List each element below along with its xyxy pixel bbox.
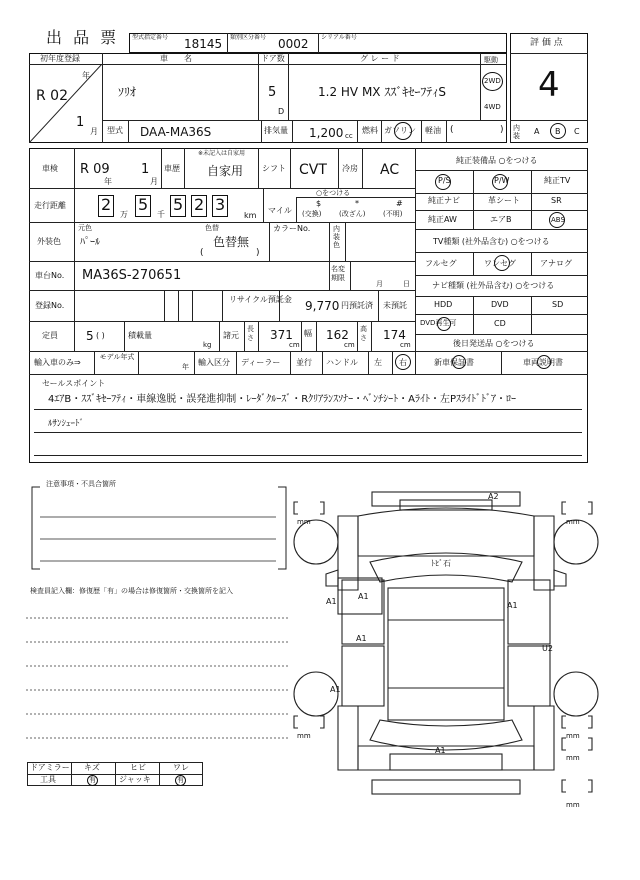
equip-aw: 純正AW [428,215,457,224]
opt2-symbol: * [355,199,359,208]
name-change-month: 月 [376,280,383,288]
equip-ps: P/S [438,176,451,185]
equip-navi: 純正ナビ [428,196,460,205]
sales-line-1: 4ｴｱB・ｽｽﾞｷｾｰﾌﾃｨ・車線逸脱・誤発進抑制・ﾚｰﾀﾞｸﾙｰｽﾞ・Rｸﾘｱﾗﾝｽｿﾅｰ・ﾍﾞﾝﾁｼｰﾄ・Aﾗｲﾄ・左Pｽﾗｲﾄﾞﾄﾞｱ・ﾛｰ [48,394,517,405]
recycle-unpaid: 未預託 [383,301,407,310]
class-number: 0002 [278,37,309,51]
mileage-digit-2: 5 [138,195,149,214]
import-dealer: ディーラー [241,358,281,367]
mm-front-right: mm [566,518,580,526]
paint-value: 色替無 [213,235,250,249]
handle-label: ハンドル [326,358,358,367]
name-change-day: 日 [403,280,410,288]
chassis-label: 車台No. [35,271,65,280]
year-reg-label: 初年度登録 [40,54,80,63]
mileage-unit-man: 万 [120,210,128,219]
tv-one: ワンセグ [484,259,516,268]
defects-bracket [28,480,290,573]
color-label: 外装色 [37,237,61,246]
height-label: 高さ [360,325,367,342]
equip-leather: 革シート [488,196,520,205]
length-value: 371 [270,328,293,342]
legend-jack-have: 有 [177,776,184,784]
model-value: DAA-MA36S [140,125,212,139]
mileage-unit-sen: 千 [157,210,165,219]
legend-break: ワレ [173,763,189,772]
mile-label: マイル [268,206,292,215]
door-suffix: D [278,107,285,116]
mark-left-rear-door: A1 [356,634,367,643]
mm-rear-left: mm [297,732,311,740]
paint-paren-open: ( [200,248,204,258]
legend-scratch: キズ [84,763,100,772]
form-number-label: 型式指定番号 [132,34,169,41]
registration-label: 登録No. [35,301,65,310]
handle-right-circle [395,354,411,370]
capacity-paren: ( ) [96,331,105,340]
history-value: 自家用 [207,164,244,178]
mark-left-front-door: A1 [358,592,369,601]
shift-label: シフト [262,164,286,173]
year-reg-month: 1 [76,115,85,130]
later-manual-circle [537,355,551,369]
mm-front-left: mm [297,518,311,526]
fuel-value: ガソリン [384,126,416,135]
navi-dvd-play-circle [437,317,451,331]
handle-right: 右 [399,358,407,367]
rating-value: 4 [538,65,560,105]
inspection-label: 車検 [42,164,58,173]
opt1-label: (交換) [302,210,322,218]
equip-pw: P/W [494,176,510,185]
equip-abs: ABS [551,216,565,224]
displacement-label: 排気量 [264,126,288,135]
doors-value: 5 [268,85,277,100]
orig-color-value: ﾊﾟｰﾙ [80,237,100,248]
length-cm: cm [289,341,300,349]
mark-windshield: ﾄﾋﾞ石 [431,559,451,568]
equip-sr: SR [551,196,562,205]
interior-b: B [555,127,561,136]
later-warranty: 新車保証書 [434,358,474,367]
model-year-label: モデル年式 [99,353,135,361]
mileage-circle-note: ○をつける [316,189,351,197]
equip-airbag: エアB [490,215,512,224]
mileage-digit-1: 2 [101,195,112,214]
equip-tv: 純正TV [544,176,571,185]
defects-label: 注意事項・不具合箇所 [46,480,116,488]
form-number: 18145 [184,37,223,51]
year-unit: 年 [82,71,90,80]
recycle-unit: 円預託済 [341,301,373,310]
inspector-lines [26,600,290,750]
mm-spare: mm [566,754,580,762]
width-label: 幅 [304,329,312,338]
mm-rear-right: mm [566,732,580,740]
mark-left-front-fender: A1 [326,597,337,606]
later-label: 後日発送品 ○をつける [453,339,535,348]
load-kg: kg [203,341,212,349]
rating-label: 評 価 点 [530,38,563,48]
capacity-value: 5 [86,329,94,343]
navi-sd: SD [552,300,564,309]
height-cm: cm [400,341,411,349]
navi-dvd: DVD [491,300,509,309]
sales-line-2: ﾙｻﾝｼｪｰﾄﾞ [48,419,85,429]
mark-left-quarter: A1 [330,685,341,694]
ac-label: 冷房 [342,164,358,173]
grade-label: グ レ ー ド [360,54,400,63]
orig-color-label: 元色 [78,224,92,232]
paint-label: 色替 [205,224,219,232]
interior-c: C [574,127,580,136]
inspection-month: 1 [141,162,150,177]
length-label: 長さ [247,325,254,342]
serial-label: シリアル番号 [321,34,357,41]
mileage-digit-5: 3 [215,195,226,214]
car-name: ｿﾘｵ [118,85,137,99]
drive-2wd-circle [482,72,503,91]
grade-value: 1.2 HV MX ｽｽﾞｷｾｰﾌﾃｨS [318,85,446,99]
car-damage-diagram [290,470,600,815]
cc-unit: cc [345,132,353,140]
displacement-value: 1,200 [309,126,344,140]
opt3-symbol: # [396,199,403,208]
diesel-bracket-open: ( [450,125,454,135]
drive-4wd: 4WD [484,103,501,111]
recycle-label: リサイクル預託金 [229,295,292,304]
interior-b-circle [550,123,566,139]
chassis-value: MA36S-270651 [82,268,182,283]
navi-type-label: ナビ種類 (社外品含む) ○をつける [432,281,555,290]
recycle-value: 9,770 [305,299,340,313]
ac-value: AC [380,162,400,178]
tv-full: フルセグ [425,259,457,268]
mark-right-front-door: A1 [507,601,518,610]
later-warranty-circle [452,355,466,369]
interior-label: 内装 [513,124,520,140]
width-value: 162 [326,328,349,342]
mileage-label: 走行距離 [34,201,66,210]
equip-pw-circle [492,174,508,190]
mileage-digit-4: 2 [194,195,205,214]
inspection-month-unit: 月 [150,177,158,186]
drive-2wd: 2WD [484,77,501,85]
mileage-digit-3: 5 [173,195,184,214]
import-class-label: 輸入区分 [198,358,230,367]
opt3-label: (不明) [383,210,403,218]
navi-dvd-play: DVD再生可 [420,319,457,327]
year-reg-value: R 02 [36,88,68,104]
handle-left: 左 [374,358,382,367]
history-label: 車歴 [164,164,180,173]
legend-crack: ヒビ [130,763,146,772]
name-change-label: 名変期限 [331,265,345,282]
diesel-label: 軽油 [425,126,441,135]
inspection-value: R 09 [80,162,110,177]
tv-one-circle [494,255,510,271]
width-cm: cm [344,341,355,349]
dims-label: 諸元 [223,331,239,340]
legend-tools-circle [87,775,98,786]
class-number-label: 類別区分番号 [230,34,267,41]
mark-right-quarter: U2 [542,644,553,653]
legend-jack: ジャッキ [119,775,151,784]
history-note: ※未記入は自家用 [198,150,246,157]
tv-analog: アナログ [540,259,572,268]
legend-tools: 工具 [40,775,56,784]
shift-value: CVT [299,162,327,178]
capacity-label: 定員 [42,331,58,340]
car-name-label: 車 名 [160,54,192,63]
model-year-unit: 年 [182,363,189,371]
tv-type-label: TV種類 (社外品含む) ○をつける [433,237,550,246]
genuine-label: 純正装備品 ○をつける [456,156,538,165]
load-label: 積載量 [128,331,152,340]
mm-extra: mm [566,801,580,809]
legend-mirror: ドアミラー [30,763,70,772]
month-unit: 月 [90,127,98,136]
fuel-circle [394,122,412,140]
import-label: 輸入車のみ⇒ [34,358,81,367]
diesel-bracket-close: ) [500,125,504,135]
equip-abs-circle [549,212,565,228]
navi-cd: CD [494,319,506,328]
opt2-label: (改ざん) [339,210,366,218]
mark-front-bumper: A2 [488,492,499,501]
inspection-year-unit: 年 [104,177,112,186]
doors-label: ドア数 [261,54,285,63]
legend-tools-have: 有 [89,776,96,784]
paint-paren-close: ) [256,248,260,258]
fuel-label: 燃料 [362,126,378,135]
opt1-symbol: $ [316,199,322,208]
navi-hdd: HDD [434,300,453,309]
later-manual: 車両説明書 [523,358,563,367]
drive-label: 駆動 [484,56,498,64]
sales-label: セールスポイント [42,379,106,388]
form-title: 出 品 票 [46,28,120,47]
mileage-km: km [244,211,257,220]
color-no-label: カラーNo. [273,224,311,233]
interior-color-label: 内装色 [333,225,340,249]
interior-a: A [534,127,540,136]
legend-jack-circle [175,775,186,786]
import-parallel: 並行 [296,358,312,367]
equip-ps-circle [435,174,451,190]
model-label: 型式 [107,126,123,135]
mark-rear-bumper: A1 [435,746,446,755]
height-value: 174 [383,328,406,342]
inspector-label: 検査員記入欄：修復歴「有」の場合は修復箇所・交換箇所を記入 [30,587,233,595]
